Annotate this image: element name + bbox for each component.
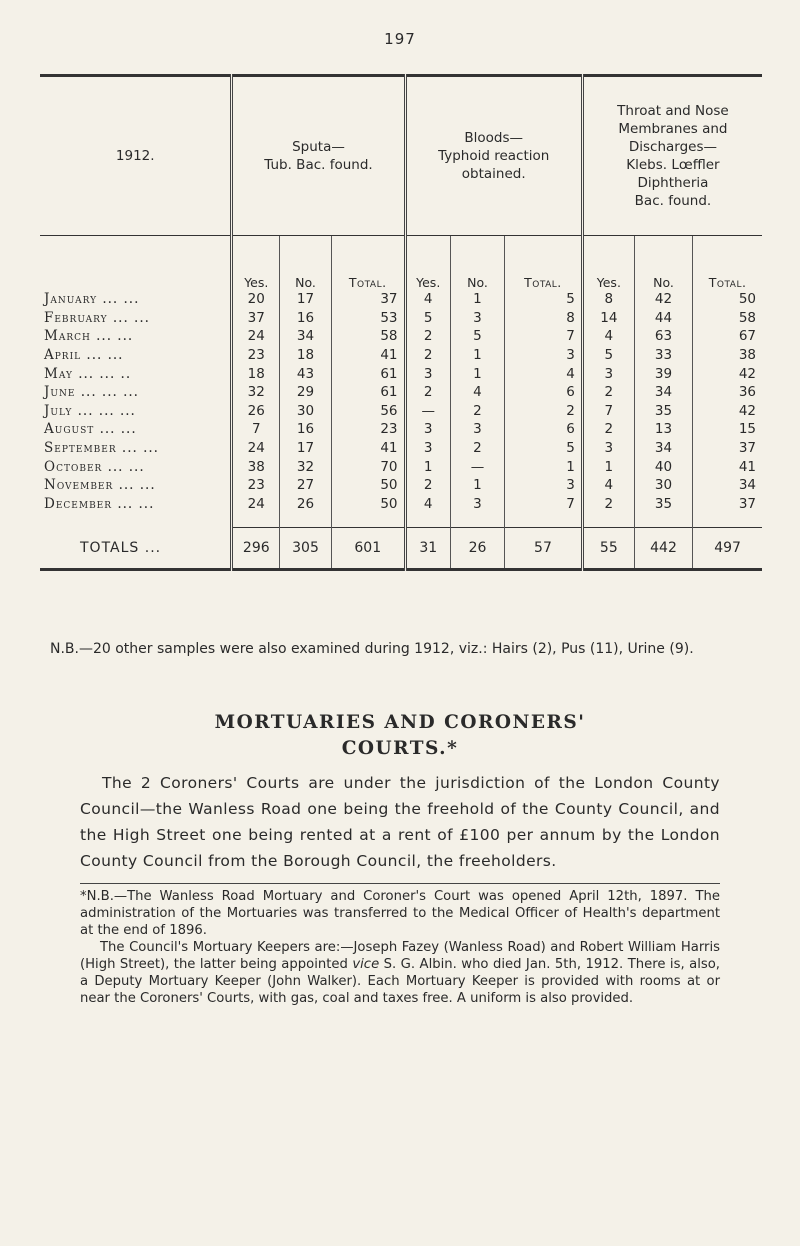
leader-dots: ... ... [112, 309, 150, 326]
table-row [40, 290, 762, 309]
table-cell: 61 [331, 383, 405, 402]
table-cell: 2 [505, 402, 583, 421]
table-cell: 13 [634, 420, 692, 439]
table-cell: 1 [450, 476, 504, 495]
table-cell: 37 [693, 439, 762, 458]
table-cell: 3 [450, 495, 504, 514]
table-cell: 30 [280, 402, 332, 421]
table-cell: 67 [693, 327, 762, 346]
laboratory-table [40, 74, 762, 571]
table-cell: 30 [634, 476, 692, 495]
month-name: January [44, 291, 98, 308]
table-cell: 4 [582, 327, 634, 346]
table-cell: 8 [582, 290, 634, 309]
table-row [40, 420, 762, 439]
spacer-cell [582, 513, 634, 528]
totals-cell: 442 [634, 528, 692, 570]
table-cell: 39 [634, 364, 692, 383]
totals-cell: 26 [450, 528, 504, 570]
table-cell: 4 [505, 364, 583, 383]
month-name: June [44, 384, 76, 401]
month-name: November [44, 477, 114, 494]
totals-cell: 305 [280, 528, 332, 570]
subheader-cell: Total. [331, 236, 405, 291]
throat-header-line: Membranes and [618, 121, 728, 137]
table-cell: 34 [280, 327, 332, 346]
month-name: October [44, 458, 103, 475]
throat-header-line: Throat and Nose [617, 103, 729, 119]
table-cell: 4 [405, 290, 450, 309]
table-cell: 3 [450, 309, 504, 328]
subheader-cell: No. [280, 236, 332, 291]
table-cell: 41 [331, 346, 405, 365]
leader-dots: ... ... [118, 477, 156, 494]
heading-line: MORTUARIES AND CORONERS' [214, 712, 586, 733]
table-cell: 6 [505, 383, 583, 402]
table-cell: — [405, 402, 450, 421]
table-cell: 34 [693, 476, 762, 495]
throat-header-line: Discharges— [628, 139, 718, 155]
totals-row [40, 528, 762, 570]
bloods-header-line: Bloods— [464, 130, 524, 146]
leader-dots: ... ... [121, 440, 159, 457]
page-number: 197 [384, 30, 416, 48]
table-cell: 4 [450, 383, 504, 402]
totals-dots: ... [144, 539, 162, 556]
table-cell: 24 [232, 495, 280, 514]
subheader-empty [40, 236, 232, 291]
table-cell: 37 [693, 495, 762, 514]
table-row [40, 383, 762, 402]
leader-dots: ... ... [96, 328, 134, 345]
table-cell: 33 [634, 346, 692, 365]
table-cell: 18 [280, 346, 332, 365]
coroners-paragraph: The 2 Coroners' Courts are under the jurisdiction of the London County Council—the Wanless Road one being the freehold of the County Council, and the High Street one being rented at a rent of £100 per annum by the London County Council from the Borough Council, the freeholders. [80, 774, 720, 870]
month-name: May [44, 365, 73, 382]
table-cell: 14 [582, 309, 634, 328]
footnote-paragraph-1: *N.B.—The Wanless Road Mortuary and Coroner's Court was opened April 12th, 1897. The administration of the Mortuaries was transferred to the Medical Officer of Health's department at the end of 1896. [80, 889, 720, 938]
table-cell: 42 [693, 364, 762, 383]
throat-header-line: Klebs. Lœffler [626, 157, 720, 173]
table-row [40, 402, 762, 421]
totals-cell: 55 [582, 528, 634, 570]
subheader-row [40, 236, 762, 291]
totals-label-text: TOTALS [80, 539, 140, 556]
month-label [40, 383, 232, 402]
month-label [40, 457, 232, 476]
table-cell: 37 [232, 309, 280, 328]
footnote-text: S. G. Albin. who died Jan. 5th, 1912. There is, also, a Deputy Mortuary Keeper (John Walker). Each Mortuary Keeper is provided with rooms at or near the Coroners' Courts, with gas, coal and taxes free. A uniform is also provided. [80, 957, 720, 1006]
table-cell: 63 [634, 327, 692, 346]
totals-cell: 296 [232, 528, 280, 570]
table-cell: 3 [450, 420, 504, 439]
month-name: August [44, 421, 95, 438]
month-label [40, 327, 232, 346]
month-label [40, 495, 232, 514]
table-cell: 23 [331, 420, 405, 439]
table-cell: — [450, 457, 504, 476]
table-row [40, 346, 762, 365]
table-cell: 1 [450, 290, 504, 309]
table-cell: 5 [450, 327, 504, 346]
month-rows [40, 290, 762, 528]
table-cell: 2 [582, 383, 634, 402]
bloods-header-line: Typhoid reaction [438, 148, 550, 164]
table-cell: 15 [693, 420, 762, 439]
heading-line: COURTS.* [341, 738, 459, 759]
month-label [40, 309, 232, 328]
subheader-cell: Total. [693, 236, 762, 291]
bloods-header [405, 76, 582, 236]
table-cell: 7 [505, 327, 583, 346]
footnote [80, 888, 720, 1007]
table-cell: 34 [634, 439, 692, 458]
table-cell: 8 [505, 309, 583, 328]
table-cell: 27 [280, 476, 332, 495]
table-cell: 24 [232, 439, 280, 458]
table-cell: 2 [450, 402, 504, 421]
table-cell: 6 [505, 420, 583, 439]
sputa-header-line: Tub. Bac. found. [264, 157, 373, 173]
table-cell: 2 [405, 476, 450, 495]
table-cell: 7 [232, 420, 280, 439]
table-cell: 32 [232, 383, 280, 402]
leader-dots: ... ... ... [77, 402, 136, 419]
table-cell: 50 [331, 476, 405, 495]
subheader-cell: No. [634, 236, 692, 291]
table-cell: 32 [280, 457, 332, 476]
month-name: July [44, 402, 73, 419]
table-cell: 40 [634, 457, 692, 476]
throat-header-line: Bac. found. [634, 193, 712, 209]
table-cell: 23 [232, 476, 280, 495]
table-cell: 20 [232, 290, 280, 309]
table-cell: 3 [582, 364, 634, 383]
leader-dots: ... ... ... [80, 384, 139, 401]
table-cell: 50 [331, 495, 405, 514]
table-cell: 17 [280, 290, 332, 309]
table-cell: 16 [280, 309, 332, 328]
table-cell: 41 [693, 457, 762, 476]
totals-cell: 57 [505, 528, 583, 570]
table-cell: 3 [505, 346, 583, 365]
spacer-cell [634, 513, 692, 528]
month-label [40, 346, 232, 365]
table-cell: 61 [331, 364, 405, 383]
table-row [40, 327, 762, 346]
table-cell: 2 [582, 420, 634, 439]
table-cell: 50 [693, 290, 762, 309]
table-cell: 23 [232, 346, 280, 365]
table-row [40, 439, 762, 458]
table-cell: 3 [405, 420, 450, 439]
table-cell: 36 [693, 383, 762, 402]
table-cell: 1 [450, 346, 504, 365]
totals-label [40, 528, 232, 570]
month-label [40, 439, 232, 458]
footnote-text: The Council's Mortuary Keepers are:—Joseph Fazey (Wanless Road) and Robert William Harris (High Street), the latter being appointed [80, 940, 720, 972]
table-cell: 37 [331, 290, 405, 309]
table-cell: 1 [505, 457, 583, 476]
table-cell: 3 [505, 476, 583, 495]
table-cell: 3 [405, 439, 450, 458]
subheader-cell: No. [450, 236, 504, 291]
table-cell: 1 [405, 457, 450, 476]
table-cell: 16 [280, 420, 332, 439]
table-cell: 29 [280, 383, 332, 402]
footnote-divider [80, 883, 720, 884]
table-cell: 2 [450, 439, 504, 458]
table-cell: 34 [634, 383, 692, 402]
table-cell: 38 [693, 346, 762, 365]
spacer-cell [450, 513, 504, 528]
table-row [40, 495, 762, 514]
footnote-vice: vice [352, 957, 380, 972]
spacer-cell [232, 513, 280, 528]
table-cell: 7 [505, 495, 583, 514]
table-cell: 35 [634, 495, 692, 514]
month-name: March [44, 328, 91, 345]
throat-header [582, 76, 762, 236]
table-cell: 41 [331, 439, 405, 458]
table-row [40, 364, 762, 383]
table-cell: 2 [582, 495, 634, 514]
footnote-paragraph-2 [80, 939, 720, 1007]
column-group-header-row [40, 76, 762, 236]
table-row [40, 309, 762, 328]
spacer-cell [405, 513, 450, 528]
year-header: 1912. [115, 148, 155, 164]
month-label [40, 476, 232, 495]
table-cell: 44 [634, 309, 692, 328]
sputa-header-line: Sputa— [292, 139, 345, 155]
leader-dots: ... ... [117, 495, 155, 512]
table-cell: 26 [232, 402, 280, 421]
table-cell: 35 [634, 402, 692, 421]
leader-dots: ... ... [102, 291, 140, 308]
spacer-cell [693, 513, 762, 528]
samples-note: N.B.—20 other samples were also examined during 1912, viz.: Hairs (2), Pus (11), Urine (9). [50, 641, 694, 657]
totals-cell: 601 [331, 528, 405, 570]
spacer-cell [40, 513, 232, 528]
spacer-row [40, 513, 762, 528]
spacer-cell [280, 513, 332, 528]
table-cell: 38 [232, 457, 280, 476]
section-heading [0, 710, 800, 762]
table-cell: 58 [693, 309, 762, 328]
throat-header-line: Diphtheria [637, 175, 709, 191]
subheader-cell: Yes. [405, 236, 450, 291]
month-name: September [44, 440, 117, 457]
month-label [40, 290, 232, 309]
month-label [40, 364, 232, 383]
totals-cell: 497 [693, 528, 762, 570]
table-cell: 18 [232, 364, 280, 383]
table-cell: 70 [331, 457, 405, 476]
table-cell: 5 [505, 439, 583, 458]
month-name: December [44, 495, 113, 512]
table-cell: 1 [582, 457, 634, 476]
subheader-cell: Yes. [232, 236, 280, 291]
table-cell: 24 [232, 327, 280, 346]
table-cell: 43 [280, 364, 332, 383]
subheader-cell: Total. [505, 236, 583, 291]
table-row [40, 476, 762, 495]
table-cell: 5 [582, 346, 634, 365]
table-cell: 26 [280, 495, 332, 514]
table-cell: 1 [450, 364, 504, 383]
totals-cell: 31 [405, 528, 450, 570]
table-cell: 42 [634, 290, 692, 309]
table-cell: 4 [405, 495, 450, 514]
table-cell: 2 [405, 327, 450, 346]
table-cell: 5 [505, 290, 583, 309]
table-cell: 56 [331, 402, 405, 421]
table-cell: 5 [405, 309, 450, 328]
table-cell: 2 [405, 346, 450, 365]
table-cell: 7 [582, 402, 634, 421]
leader-dots: ... ... [99, 421, 137, 438]
spacer-cell [505, 513, 583, 528]
month-label [40, 402, 232, 421]
subheader-cell: Yes. [582, 236, 634, 291]
month-name: February [44, 309, 108, 326]
spacer-cell [331, 513, 405, 528]
leader-dots: ... ... [86, 347, 124, 364]
sputa-header [232, 76, 405, 236]
table-cell: 2 [405, 383, 450, 402]
table-cell: 3 [582, 439, 634, 458]
table-row [40, 457, 762, 476]
month-label [40, 420, 232, 439]
leader-dots: ... ... [107, 458, 145, 475]
table-cell: 58 [331, 327, 405, 346]
table-cell: 17 [280, 439, 332, 458]
table-cell: 53 [331, 309, 405, 328]
table-cell: 4 [582, 476, 634, 495]
bloods-header-line: obtained. [461, 166, 526, 182]
table-cell: 42 [693, 402, 762, 421]
month-name: April [44, 347, 82, 364]
leader-dots: ... ... .. [78, 365, 132, 382]
samples-table [40, 74, 762, 571]
table-cell: 3 [405, 364, 450, 383]
